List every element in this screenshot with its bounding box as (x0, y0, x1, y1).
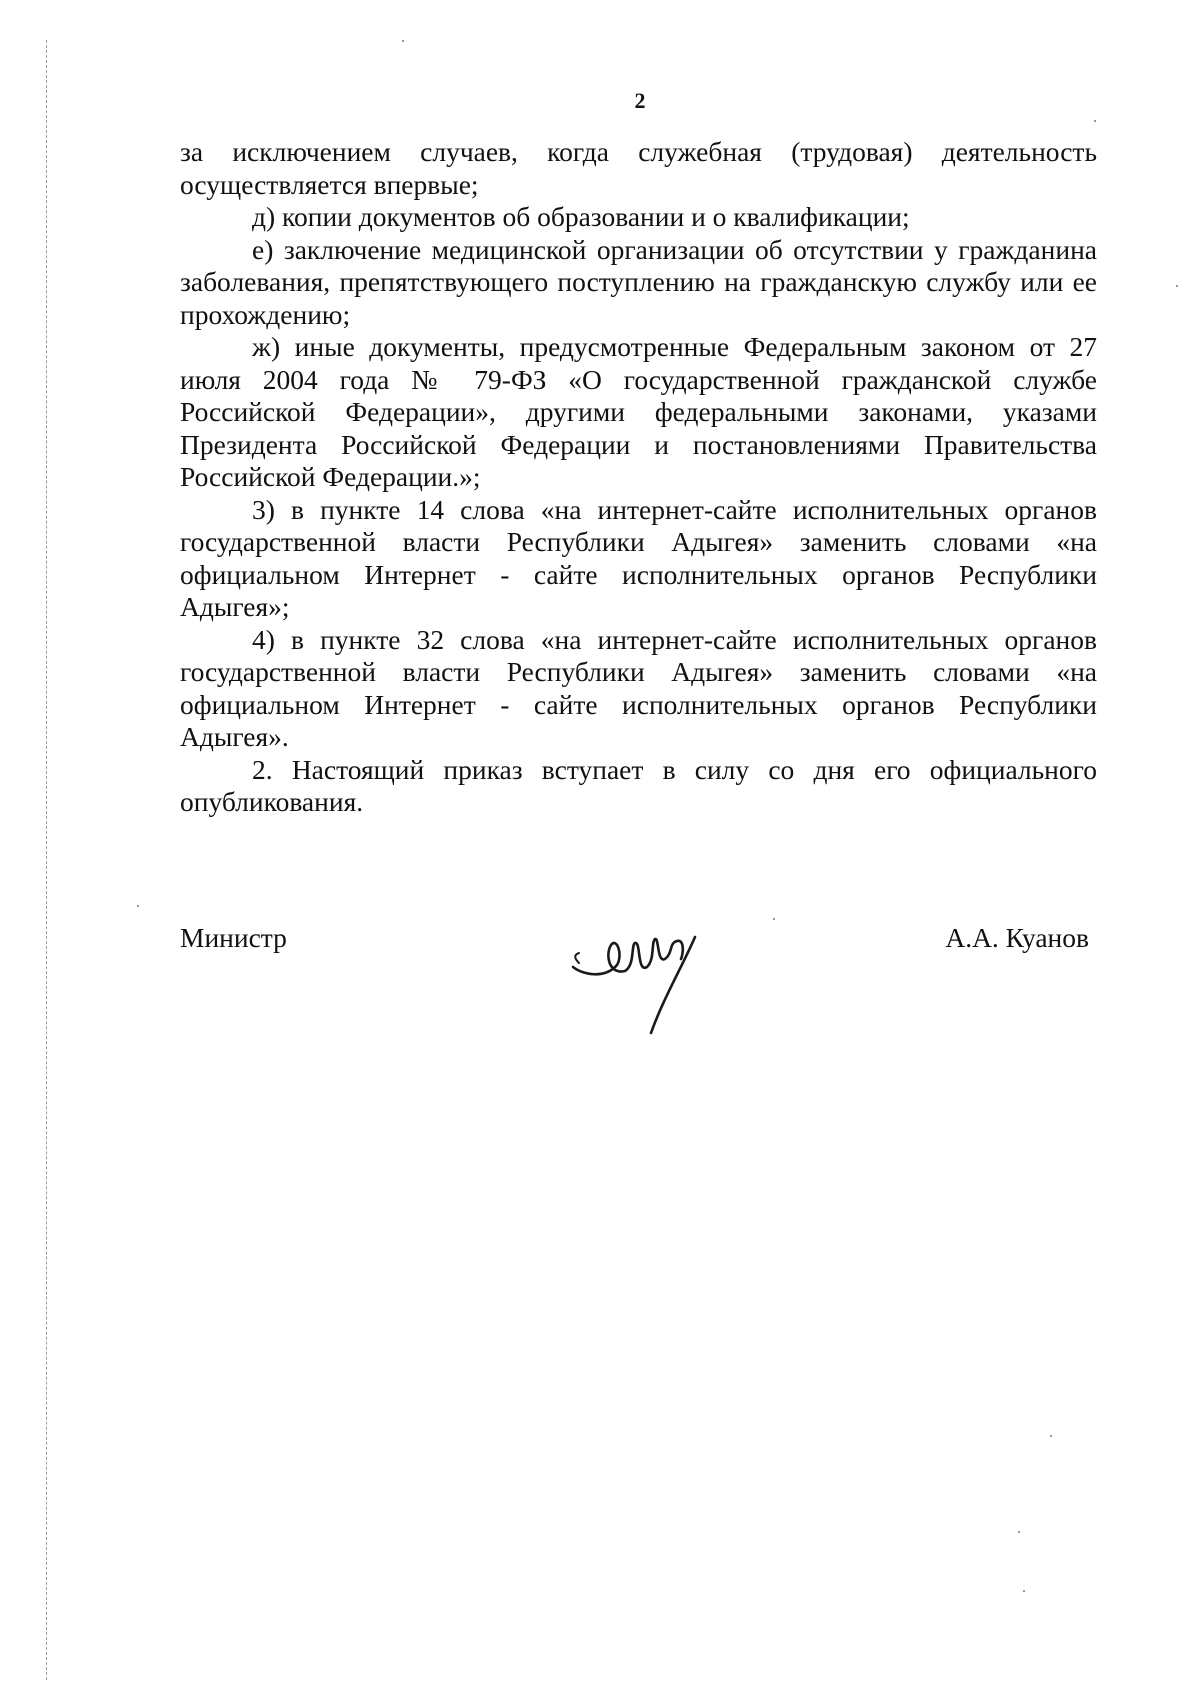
scan-edge-line (46, 40, 47, 1680)
page-number: 2 (634, 88, 646, 113)
scan-speck (1176, 285, 1178, 287)
paragraph-item-e: е) заключение медицинской организации об отсутствии у гражданина заболевания, препятствующего поступлению на гражданскую службу или ее прохождению; (180, 233, 1097, 330)
scan-speck (402, 40, 404, 42)
signatory-position: Министр (180, 922, 287, 953)
paragraph-item-zh: ж) иные документы, предусмотренные Федеральным законом от 27 июля 2004 года № 79-ФЗ «О государственной гражданской службе Российской Федерации», другими федеральными законами, указами Президента Российской Федерации и постановлениями Правительства Российской Федерации.»; (180, 331, 1097, 492)
scan-speck (137, 905, 139, 907)
paragraph-item-4: 4) в пункте 32 слова «на интернет-сайте исполнительных органов государственной власти Республики Адыгея» заменить словами «на официальном Интернет - сайте исполнительных органов Республики Адыгея». (180, 623, 1097, 752)
signatory-name: А.А. Куанов (945, 922, 1089, 953)
paragraph-item-d: д) копии документов об образовании и о квалификации; (252, 201, 910, 232)
scan-speck (1094, 120, 1096, 122)
scan-speck (1050, 1435, 1052, 1437)
scan-speck (1018, 1531, 1020, 1533)
scan-speck (773, 918, 775, 920)
scan-speck (1023, 1590, 1025, 1592)
paragraph-continuation: за исключением случаев, когда служебная (трудовая) деятельность осуществляется впервые; (180, 136, 1097, 200)
paragraph-clause-2: 2. Настоящий приказ вступает в силу со дня его официального опубликования. (180, 753, 1097, 817)
paragraph-item-3: 3) в пункте 14 слова «на интернет-сайте исполнительных органов государственной власти Республики Адыгея» заменить словами «на официальном Интернет - сайте исполнительных органов Республики Адыгея»; (180, 493, 1097, 622)
handwritten-signature-icon (565, 915, 725, 1045)
document-body (180, 136, 1097, 819)
